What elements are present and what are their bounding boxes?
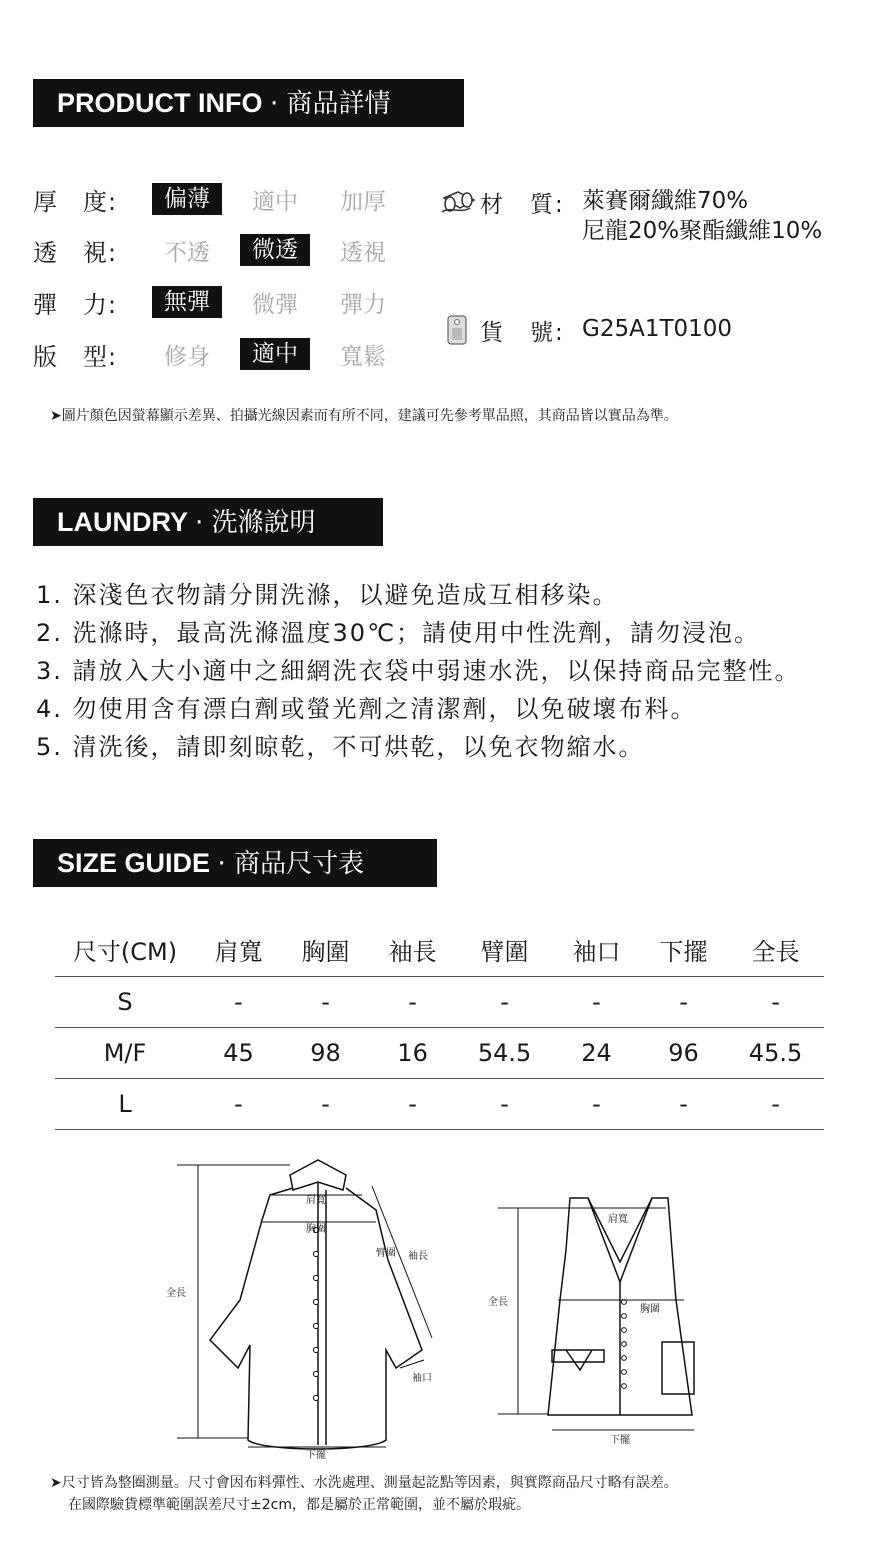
vest-chest-label: 胸圍	[640, 1304, 660, 1315]
size-guide-header	[33, 839, 437, 887]
laundry-item: 4. 勿使用含有漂白劑或螢光劑之清潔劑，以免破壞布料。	[36, 695, 697, 723]
size-diagram	[0, 1150, 875, 1460]
attribute-row	[33, 181, 407, 217]
shirt-labels	[166, 1193, 432, 1460]
size-value-cell: -	[369, 976, 456, 1027]
shirt-shoulder-label: 肩寬	[306, 1195, 326, 1206]
size-note-line1: ➤尺寸皆為整圈測量。尺寸會因布料彈性、水洗處理、測量起訖點等因素，與實際商品尺寸略有誤差。	[50, 1475, 678, 1491]
attribute-label: 版 型:	[33, 342, 118, 371]
size-value-cell: -	[640, 976, 727, 1027]
size-value-cell: 45.5	[727, 1027, 824, 1078]
size-table	[55, 924, 824, 1130]
size-col-header: 袖口	[553, 924, 640, 976]
shirt-sleeve-label: 袖長	[408, 1251, 428, 1262]
shirt-measure-lines	[177, 1165, 432, 1447]
size-col-header: 臂圍	[456, 924, 553, 976]
size-value-cell: -	[282, 1078, 369, 1129]
shirt-arm-label: 臂圍	[376, 1248, 396, 1259]
laundry-header-en: LAUNDRY	[57, 507, 188, 537]
vest-labels	[488, 1212, 660, 1446]
attribute-label: 彈 力:	[33, 290, 118, 319]
product-info-header-en: PRODUCT INFO	[57, 88, 263, 118]
attribute-option: 不透	[164, 239, 210, 266]
shirt-chest-label: 胸圍	[306, 1224, 326, 1235]
vest-hem-label: 下擺	[610, 1435, 630, 1446]
vest-length-label: 全長	[488, 1297, 508, 1308]
size-col-header: 尺寸(CM)	[55, 924, 195, 976]
laundry-list	[36, 576, 801, 766]
material-value-line2: 尼龍20%聚酯纖維10%	[582, 218, 823, 244]
size-value-cell: -	[456, 976, 553, 1027]
attribute-option: 加厚	[340, 188, 386, 215]
material-label: 材 質:	[480, 192, 565, 218]
laundry-item: 1. 深淺色衣物請分開洗滌，以避免造成互相移染。	[36, 581, 619, 609]
size-col-header: 肩寬	[195, 924, 282, 976]
size-label-cell: M/F	[55, 1027, 195, 1078]
size-table-row	[55, 1027, 824, 1078]
laundry-header-zh: · 洗滌說明	[195, 508, 316, 538]
size-table-row	[55, 1078, 824, 1129]
shirt-hem-label: 下擺	[306, 1450, 326, 1460]
laundry-header	[33, 498, 383, 546]
attribute-label: 透 視:	[33, 238, 118, 267]
attribute-option-selected: 偏薄	[152, 183, 222, 215]
size-value-cell: -	[369, 1078, 456, 1129]
attribute-option: 寬鬆	[340, 343, 386, 370]
attribute-row	[33, 232, 407, 268]
thread-spool-icon	[440, 186, 480, 216]
sku-value: G25A1T0100	[582, 316, 733, 342]
size-label-cell: S	[55, 976, 195, 1027]
vest-shoulder-label: 肩寬	[608, 1214, 628, 1225]
size-col-header: 袖長	[369, 924, 456, 976]
sku-label: 貨 號:	[480, 320, 565, 346]
size-value-cell: -	[727, 1078, 824, 1129]
material-value-line1: 萊賽爾纖維70%	[582, 188, 749, 214]
tag-icon	[440, 314, 480, 346]
size-value-cell: -	[553, 976, 640, 1027]
size-value-cell: 96	[640, 1027, 727, 1078]
attribute-option-selected: 適中	[240, 338, 310, 370]
attribute-option-selected: 微透	[240, 234, 310, 266]
shirt-length-label: 全長	[166, 1288, 186, 1299]
attribute-option: 彈力	[340, 291, 386, 318]
shirt-cuff-label: 袖口	[412, 1373, 432, 1384]
size-table-header-row	[55, 924, 824, 976]
size-value-cell: 45	[195, 1027, 282, 1078]
size-col-header: 全長	[727, 924, 824, 976]
size-value-cell: -	[282, 976, 369, 1027]
size-value-cell: -	[727, 976, 824, 1027]
attribute-option: 修身	[164, 343, 210, 370]
attribute-option: 微彈	[252, 291, 298, 318]
attribute-label: 厚 度:	[33, 187, 118, 216]
size-guide-header-zh: · 商品尺寸表	[217, 849, 365, 879]
size-col-header: 下擺	[640, 924, 727, 976]
size-value-cell: -	[195, 1078, 282, 1129]
size-guide-header-en: SIZE GUIDE	[57, 848, 211, 878]
size-value-cell: -	[553, 1078, 640, 1129]
size-table-row	[55, 976, 824, 1027]
material-block	[440, 186, 822, 344]
attribute-option: 透視	[340, 239, 386, 266]
product-info-note: ➤圖片顏色因螢幕顯示差異、拍攝光線因素而有所不同，建議可先參考單品照，其商品皆以實品為準。	[50, 408, 678, 424]
vest-outline	[548, 1198, 694, 1415]
vest-measure-lines	[498, 1208, 694, 1430]
size-value-cell: -	[195, 976, 282, 1027]
size-label-cell: L	[55, 1078, 195, 1129]
size-value-cell: 16	[369, 1027, 456, 1078]
size-value-cell: -	[640, 1078, 727, 1129]
laundry-item: 3. 請放入大小適中之細網洗衣袋中弱速水洗，以保持商品完整性。	[36, 657, 801, 685]
attribute-row	[33, 336, 407, 372]
size-value-cell: 24	[553, 1027, 640, 1078]
attribute-option-selected: 無彈	[152, 286, 222, 318]
size-value-cell: 54.5	[456, 1027, 553, 1078]
laundry-item: 5. 清洗後，請即刻晾乾，不可烘乾，以免衣物縮水。	[36, 733, 645, 761]
size-value-cell: -	[456, 1078, 553, 1129]
laundry-item: 2. 洗滌時，最高洗滌溫度30℃；請使用中性洗劑，請勿浸泡。	[36, 619, 761, 647]
attribute-row	[33, 284, 407, 320]
size-note-line2: 在國際驗貨標準範圍誤差尺寸±2cm，都是屬於正常範圍，並不屬於瑕疵。	[68, 1497, 530, 1513]
size-col-header: 胸圍	[282, 924, 369, 976]
size-value-cell: 98	[282, 1027, 369, 1078]
product-info-header-zh: · 商品詳情	[270, 89, 391, 119]
product-info-header	[33, 79, 464, 127]
vest-buttons	[622, 1300, 627, 1389]
attribute-option: 適中	[252, 188, 298, 215]
